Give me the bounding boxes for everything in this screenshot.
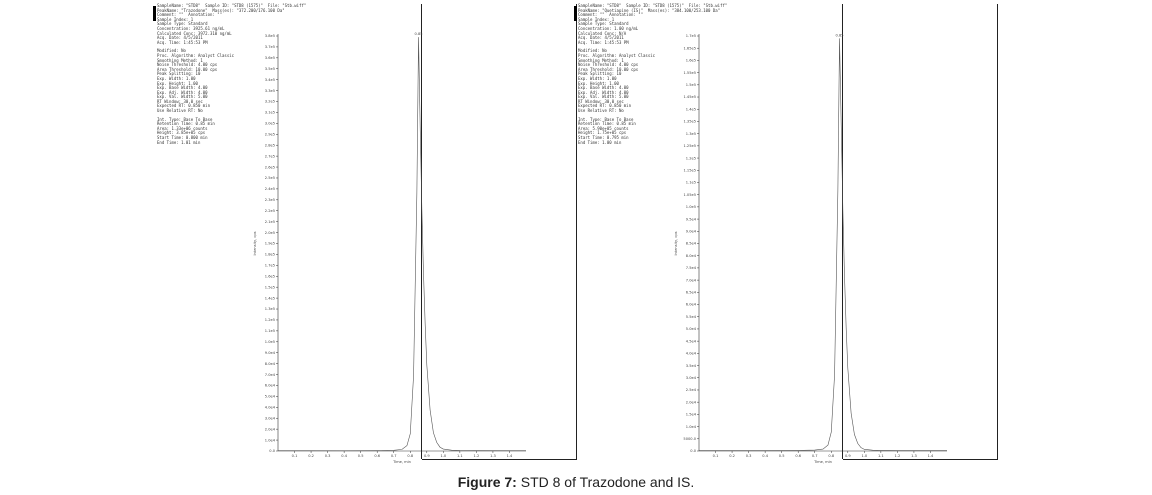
y-tick-label: 2.7e5: [264, 154, 275, 159]
y-tick-label: 1.0e4: [685, 424, 696, 429]
metadata-line: Calculated Conc: 3972.310 ng/mL: [157, 30, 232, 36]
panel-border-right: [997, 4, 998, 459]
metadata-line: Exp. Width: 1.00: [578, 75, 617, 81]
metadata-line: Smoothing Method: 1: [578, 57, 624, 63]
x-tick-label: 1.1: [457, 454, 463, 458]
metadata-line: PeakName: "Quetiapine (IS)" Mass(es): "384.100/253.100 Da": [578, 7, 721, 13]
y-tick-label: 4.5e4: [685, 339, 696, 344]
y-tick-label: 1.0e5: [264, 339, 275, 344]
x-tick-label: 0.2: [308, 454, 314, 458]
x-tick-label: 0.5: [778, 454, 785, 458]
y-tick-label: 1.4e5: [264, 296, 275, 301]
chromatogram-trace: [278, 37, 526, 451]
metadata-line: Peak Splitting: 10: [157, 71, 201, 77]
y-tick-label: 1.1e5: [264, 329, 275, 334]
y-tick-label: 1.65e5: [683, 46, 696, 51]
metadata-line: Acq. Date: 4/5/2011: [578, 35, 624, 41]
y-tick-label: 2.8e5: [264, 143, 275, 148]
metadata-line: Calculated Conc: N/A: [578, 30, 627, 36]
metadata-line: Expected RT: 0.850 min: [157, 103, 210, 109]
metadata-line: RT Window: 30.0 sec: [578, 98, 624, 104]
y-tick-label: 3.1e5: [264, 110, 275, 115]
metadata-line: Use Relative RT: No: [578, 108, 624, 114]
x-tick-label: 0.6: [374, 454, 381, 458]
y-tick-label: 2.5e4: [685, 388, 696, 393]
y-tick-label: 3.7e5: [264, 45, 275, 50]
y-tick-label: 1.15e5: [683, 168, 696, 173]
y-tick-label: 7.5e4: [685, 266, 696, 271]
y-tick-label: 1.3e5: [264, 307, 275, 312]
caption-text: STD 8 of Trazodone and IS.: [516, 474, 695, 490]
metadata-line: Acq. Date: 4/5/2011: [157, 35, 203, 41]
metadata-line: Retention Time: 0.85 min: [157, 121, 215, 127]
y-tick-label: 1.8e5: [264, 252, 275, 257]
x-tick-label: 1.3: [911, 454, 917, 458]
y-tick-label: 1.1e5: [685, 180, 696, 185]
x-axis-label: Time, min: [814, 460, 832, 464]
metadata-line: Exp. Adj. Width: 4.00: [578, 89, 629, 95]
y-tick-label: 1.7e5: [264, 263, 275, 268]
x-axis-label: Time, min: [393, 460, 411, 464]
y-tick-label: 3.0e4: [264, 416, 275, 421]
y-tick-label: 9.0e4: [264, 350, 275, 355]
metadata-line: Exp. Val. Width: 5.00: [157, 94, 208, 100]
y-axis-label: Intensity, cps: [253, 231, 257, 256]
y-tick-label: 1.6e5: [685, 58, 696, 63]
figure-caption: [0, 474, 1152, 490]
metadata-line: Exp. Base Width: 4.00: [578, 85, 629, 91]
metadata-line: Expected RT: 0.850 min: [578, 103, 631, 109]
caption-label: Figure 7:: [457, 474, 517, 490]
x-tick-label: 0.4: [341, 454, 347, 458]
y-tick-label: 1.4e5: [685, 107, 696, 112]
y-tick-label: 4.0e4: [685, 351, 696, 356]
y-tick-label: 1.5e5: [264, 285, 275, 290]
y-tick-label: 3.3e5: [264, 88, 275, 93]
x-tick-label: 0.5: [357, 454, 364, 458]
chromatogram-panel-trazodone: [153, 3, 578, 464]
y-tick-label: 1.3e5: [685, 131, 696, 136]
y-tick-label: 3.2e5: [264, 99, 275, 104]
chromatogram-plot-internal-standard: [669, 4, 969, 464]
y-tick-label: 6.5e4: [685, 290, 696, 295]
metadata-line: Modified: No: [157, 48, 186, 54]
y-tick-label: 2.9e5: [264, 132, 275, 137]
metadata-line: Int. Type: Base To Base: [157, 116, 213, 122]
metadata-line: SampleName: "STD8" Sample ID: "STD8 (1575)" File: "Stb.wiff": [157, 3, 307, 8]
metadata-line: SampleName: "STD8" Sample ID: "STD8 (1575)" File: "Stb.wiff": [578, 3, 728, 8]
metadata-line: Peak Splitting: 10: [578, 71, 622, 77]
y-tick-label: 7.0e4: [264, 372, 275, 377]
metadata-line: Sample Type: Standard: [578, 21, 629, 27]
x-tick-label: 1.2: [473, 454, 480, 458]
y-tick-label: 5.0e4: [264, 394, 275, 399]
metadata-line: Exp. Height: 1.00: [578, 80, 619, 86]
header-marker: [574, 6, 577, 21]
y-tick-label: 0.0: [690, 449, 696, 454]
x-tick-label: 0.3: [745, 454, 752, 458]
metadata-line: Start Time: 0.800 min: [157, 135, 208, 141]
metadata-line: End Time: 1.01 min: [157, 139, 201, 145]
y-tick-label: 5.0e4: [685, 327, 696, 332]
metadata-line: Noise Threshold: 4.00 cps: [578, 62, 639, 68]
y-tick-label: 8.0e4: [685, 253, 696, 258]
y-tick-label: 6.0e4: [264, 383, 275, 388]
x-tick-label: 1.4: [506, 454, 513, 458]
x-tick-label: 0.1: [291, 454, 298, 458]
y-tick-label: 1.2e5: [264, 318, 275, 323]
y-tick-label: 9.5e4: [685, 217, 696, 222]
y-tick-label: 2.6e5: [264, 165, 275, 170]
y-tick-label: 2.3e5: [264, 198, 275, 203]
x-tick-label: 1.4: [927, 454, 934, 458]
metadata-line: Sample Index: 1: [157, 16, 194, 22]
y-tick-label: 1.2e5: [685, 156, 696, 161]
y-tick-label: 1.55e5: [683, 70, 696, 75]
y-tick-label: 2.5e5: [264, 176, 275, 181]
y-tick-label: 2.0e4: [685, 400, 696, 405]
y-tick-label: 3.5e4: [685, 363, 696, 368]
metadata-line: Area: 1.33e+06 counts: [157, 125, 208, 131]
y-tick-label: 3.8e5: [264, 34, 275, 39]
y-tick-label: 2.4e5: [264, 187, 275, 192]
metadata-line: Exp. Width: 1.00: [157, 75, 196, 81]
y-tick-label: 3.5e5: [264, 66, 275, 71]
x-tick-label: 1.0: [440, 454, 447, 458]
metadata-line: Exp. Height: 1.00: [157, 80, 198, 86]
metadata-line: Concentration: 1.00 ng/mL: [578, 25, 639, 31]
metadata-line: End Time: 1.00 min: [578, 139, 622, 145]
y-tick-label: 7.0e4: [685, 278, 696, 283]
y-tick-label: 5000.0: [683, 436, 696, 441]
metadata-line: Smoothing Method: 1: [157, 57, 203, 63]
metadata-line: Height: 1.75e+05 cps: [578, 130, 627, 136]
y-tick-label: 4.0e4: [264, 405, 275, 410]
metadata-line: RT Window: 30.0 sec: [157, 98, 203, 104]
x-tick-label: 0.9: [423, 454, 430, 458]
y-axis-label: Intensity, cps: [674, 231, 678, 256]
metadata-line: Exp. Base Width: 4.00: [157, 85, 208, 91]
metadata-line: Acq. Time: 1:45:53 PM: [578, 39, 629, 45]
metadata-line: Acq. Time: 1:45:53 PM: [157, 39, 208, 45]
y-tick-label: 1.05e5: [683, 192, 696, 197]
x-tick-label: 0.7: [811, 454, 818, 458]
x-tick-label: 1.2: [894, 454, 901, 458]
y-tick-label: 1.9e5: [264, 241, 275, 246]
x-tick-label: 0.8: [407, 454, 414, 458]
y-tick-label: 2.0e4: [264, 427, 275, 432]
metadata-line: Sample Index: 1: [578, 16, 615, 22]
metadata-line: Noise Threshold: 4.00 cps: [157, 62, 218, 68]
metadata-line: Area: 5.90e+05 counts: [578, 125, 629, 131]
y-tick-label: 3.6e5: [264, 56, 275, 61]
chromatogram-plot-trazodone: [248, 4, 548, 464]
x-tick-label: 1.0: [861, 454, 868, 458]
metadata-line: Use Relative RT: No: [157, 108, 203, 114]
y-tick-label: 5.5e4: [685, 314, 696, 319]
x-tick-label: 0.1: [712, 454, 719, 458]
header-marker: [153, 6, 156, 21]
metadata-line: Height: 3.85e+05 cps: [157, 130, 206, 136]
metadata-line: Concentration: 3925.61 ng/mL: [157, 25, 225, 31]
x-tick-label: 1.1: [878, 454, 884, 458]
x-tick-label: 0.6: [795, 454, 802, 458]
y-tick-label: 3.0e4: [685, 375, 696, 380]
metadata-line: Area Threshold: 10.00 cps: [578, 66, 639, 72]
y-tick-label: 1.45e5: [683, 95, 696, 100]
y-tick-label: 8.0e4: [264, 361, 275, 366]
peak-label: 0.85: [414, 32, 423, 37]
y-tick-label: 1.5e4: [685, 412, 696, 417]
y-tick-label: 1.0e4: [264, 438, 275, 443]
metadata-line: PeakName: "Trazodone" Mass(es): "372.200/176.100 Da": [157, 7, 285, 13]
chromatogram-panel-internal-standard: [574, 3, 999, 464]
y-tick-label: 2.2e5: [264, 208, 275, 213]
x-tick-label: 0.4: [762, 454, 768, 458]
y-tick-label: 3.4e5: [264, 77, 275, 82]
y-tick-label: 1.5e5: [685, 83, 696, 88]
chromatogram-trace: [699, 38, 947, 450]
peak-label: 0.85: [835, 33, 844, 38]
y-tick-label: 6.0e4: [685, 302, 696, 307]
y-tick-label: 2.0e5: [264, 230, 275, 235]
metadata-line: Start Time: 0.795 min: [578, 135, 629, 141]
metadata-line: Proc. Algorithm: Analyst Classic: [578, 52, 656, 58]
metadata-line: Comment: "" Annotation: "": [157, 12, 223, 18]
metadata-line: Exp. Val. Width: 5.00: [578, 94, 629, 100]
x-tick-label: 0.7: [390, 454, 397, 458]
y-tick-label: 9.0e4: [685, 229, 696, 234]
x-tick-label: 0.2: [729, 454, 735, 458]
metadata-line: Sample Type: Standard: [157, 21, 208, 27]
x-tick-label: 1.3: [490, 454, 496, 458]
y-tick-label: 3.0e5: [264, 121, 275, 126]
metadata-line: Int. Type: Base To Base: [578, 116, 634, 122]
metadata-line: Proc. Algorithm: Analyst Classic: [157, 52, 235, 58]
y-tick-label: 8.5e4: [685, 241, 696, 246]
metadata-line: Exp. Adj. Width: 4.00: [157, 89, 208, 95]
y-tick-label: 2.1e5: [264, 219, 275, 224]
x-tick-label: 0.3: [324, 454, 331, 458]
y-tick-label: 1.0e5: [685, 205, 696, 210]
x-tick-label: 0.9: [844, 454, 851, 458]
metadata-line: Comment: "" Annotation: "": [578, 12, 644, 18]
metadata-line: Retention Time: 0.85 min: [578, 121, 636, 127]
metadata-line: Modified: No: [578, 48, 607, 54]
metadata-line: Area Threshold: 10.00 cps: [157, 66, 218, 72]
x-tick-label: 0.8: [828, 454, 835, 458]
y-tick-label: 1.25e5: [683, 144, 696, 149]
y-tick-label: 1.6e5: [264, 274, 275, 279]
y-tick-label: 1.35e5: [683, 119, 696, 124]
y-tick-label: 1.7e5: [685, 34, 696, 39]
y-tick-label: 0.0: [269, 449, 275, 454]
